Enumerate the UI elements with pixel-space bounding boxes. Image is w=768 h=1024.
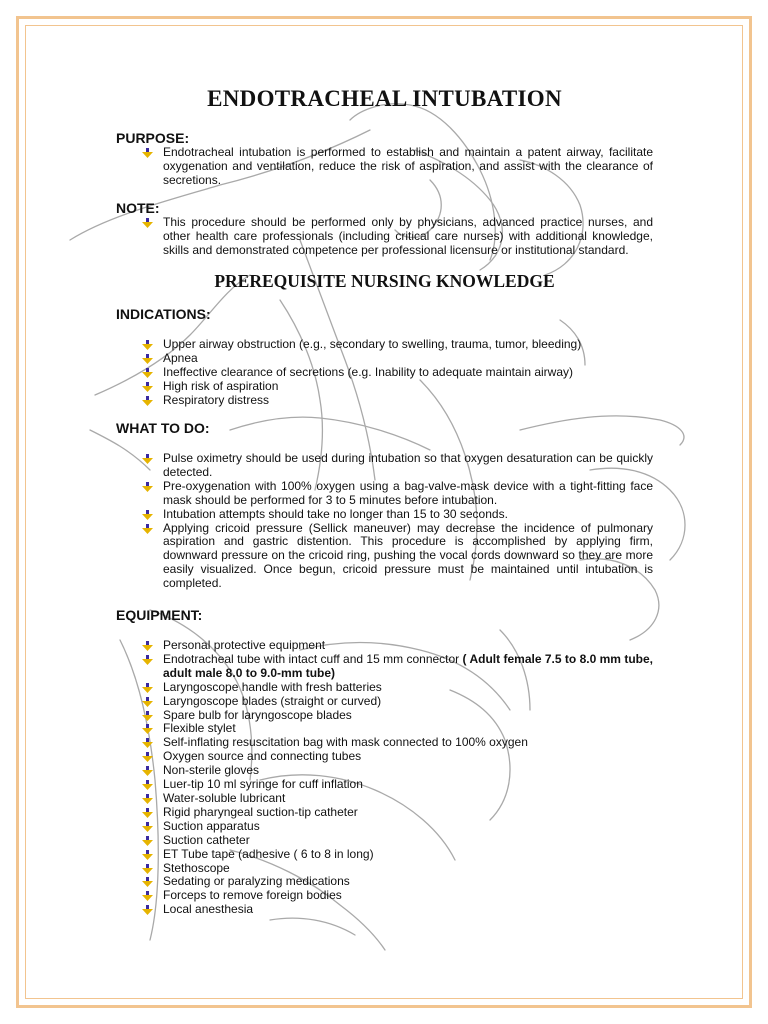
list-item-text: Laryngoscope handle with fresh batteries [163, 679, 382, 694]
arrow-bullet-icon [142, 148, 153, 158]
arrow-bullet-icon [142, 850, 153, 860]
list-item-text: Luer-tip 10 ml syringe for cuff inflation [163, 777, 363, 792]
list-item-text: Flexible stylet [163, 721, 236, 736]
list-item [116, 639, 653, 653]
arrow-bullet-icon [142, 683, 153, 693]
page-title: ENDOTRACHEAL INTUBATION [207, 86, 562, 111]
arrow-bullet-icon [142, 780, 153, 790]
what-to-do-list [116, 452, 653, 591]
list-item-text: Water-soluble lubricant [163, 791, 286, 805]
list-item-text: Pre-oxygenation with 100% oxygen using a bag-valve-mask device with a tight-fitting face mask should be performed for 3 to 5 minutes before intubation. [163, 478, 653, 507]
list-item-text: Sedating or paralyzing medications [163, 874, 350, 889]
list-item [116, 889, 653, 903]
arrow-bullet-icon [142, 752, 153, 762]
list-item-text: Non-sterile gloves [163, 763, 260, 778]
list-item [116, 366, 653, 380]
arrow-bullet-icon [142, 396, 153, 406]
list-item-text: Personal protective equipment [163, 638, 326, 653]
list-item [116, 875, 653, 889]
note-heading: NOTE: [116, 199, 160, 216]
arrow-bullet-icon [142, 482, 153, 492]
list-item-text: Spare bulb for laryngoscope blades [163, 707, 352, 722]
list-item [116, 862, 653, 876]
list-item [116, 764, 653, 778]
arrow-bullet-icon [142, 905, 153, 915]
arrow-bullet-icon [142, 655, 153, 665]
list-item [116, 778, 653, 792]
list-item-text: Forceps to remove foreign bodies [163, 888, 342, 903]
list-item [116, 736, 653, 750]
list-item-text: Pulse oximetry should be used during intubation so that oxygen desaturation can be quickly detected. [163, 450, 653, 479]
list-item-text: Endotracheal tube with intact cuff and 15 mm connector [163, 651, 460, 666]
arrow-bullet-icon [142, 354, 153, 364]
list-item [116, 681, 653, 695]
tube-size-note: ( Adult female 7.5 to 8.0 mm tube, adult male 8.0 to 9.0-mm tube) [163, 651, 653, 680]
list-item [116, 695, 653, 709]
arrow-bullet-icon [142, 641, 153, 651]
arrow-bullet-icon [142, 724, 153, 734]
list-item-text: ET Tube tape (adhesive ( 6 to 8 in long) [163, 846, 374, 861]
arrow-bullet-icon [142, 864, 153, 874]
arrow-bullet-icon [142, 524, 153, 534]
arrow-bullet-icon [142, 340, 153, 350]
arrow-bullet-icon [142, 738, 153, 748]
list-item [116, 722, 653, 736]
list-item-text: Apnea [163, 351, 198, 366]
arrow-bullet-icon [142, 766, 153, 776]
list-item-text: Self-inflating resuscitation bag with mask connected to 100% oxygen [163, 735, 528, 750]
list-item [116, 903, 653, 917]
arrow-bullet-icon [142, 822, 153, 832]
section-subtitle: PREREQUISITE NURSING KNOWLEDGE [214, 271, 555, 292]
arrow-bullet-icon [142, 711, 153, 721]
list-item-text: Stethoscope [163, 860, 230, 875]
list-item [116, 216, 653, 258]
list-item [116, 792, 653, 806]
list-item [116, 508, 653, 522]
list-item [116, 338, 653, 352]
note-list [116, 216, 653, 258]
arrow-bullet-icon [142, 454, 153, 464]
equipment-heading: EQUIPMENT: [116, 607, 203, 624]
list-item-text: Rigid pharyngeal suction-tip catheter [163, 804, 358, 819]
list-item [116, 146, 653, 188]
list-item-text: Respiratory distress [163, 393, 270, 408]
list-item [116, 480, 653, 508]
list-item-text: Oxygen source and connecting tubes [163, 749, 362, 764]
list-item [116, 709, 653, 723]
list-item-text: High risk of aspiration [163, 379, 279, 394]
list-item-text: Endotracheal intubation is performed to establish and maintain a patent airway, facilitate oxygenation and ventilation, reduce the risk of aspiration, and assist with the clearance of secretions. [163, 145, 653, 187]
what-to-do-heading: WHAT TO DO: [116, 419, 210, 436]
list-item-text: Suction apparatus [163, 818, 260, 833]
arrow-bullet-icon [142, 697, 153, 707]
list-item [116, 352, 653, 366]
list-item [116, 834, 653, 848]
arrow-bullet-icon [142, 891, 153, 901]
arrow-bullet-icon [142, 877, 153, 887]
list-item [116, 820, 653, 834]
list-item-text: Intubation attempts should take no longer than 15 to 30 seconds. [163, 506, 508, 521]
list-item-text: Suction catheter [163, 832, 250, 847]
purpose-heading: PURPOSE: [116, 130, 190, 146]
list-item [116, 452, 653, 480]
arrow-bullet-icon [142, 368, 153, 378]
list-item-text: Applying cricoid pressure (Sellick maneuver) may decrease the incidence of pulmonary aspiration and gastric distention. This procedure is accomplished by applying firm, downward pressure on the cricoid ring, pushing the vocal cords downward so they are more easily visualized. Once begun, cricoid pressure must be maintained until intubation is completed. [163, 520, 653, 591]
list-item-text: This procedure should be performed only by physicians, advanced practice nurses, and other health care professionals (including critical care nurses) with additional knowledge, skills and demonstrated competence per professional licensure or institutional standard. [163, 214, 653, 257]
indications-list [116, 338, 653, 408]
list-item [116, 380, 653, 394]
list-item-text: Local anesthesia [163, 902, 254, 917]
arrow-bullet-icon [142, 382, 153, 392]
arrow-bullet-icon [142, 794, 153, 804]
arrow-bullet-icon [142, 218, 153, 228]
equipment-list [116, 639, 653, 917]
list-item [116, 394, 653, 408]
list-item [116, 653, 653, 681]
list-item-text: Laryngoscope blades (straight or curved) [163, 693, 382, 708]
list-item [116, 750, 653, 764]
list-item [116, 806, 653, 820]
arrow-bullet-icon [142, 808, 153, 818]
list-item [116, 848, 653, 862]
arrow-bullet-icon [142, 836, 153, 846]
list-item [116, 522, 653, 592]
indications-heading: INDICATIONS: [116, 306, 211, 323]
arrow-bullet-icon [142, 510, 153, 520]
list-item-text: Upper airway obstruction (e.g., secondary to swelling, trauma, tumor, bleeding) [163, 337, 582, 352]
document-content [116, 86, 653, 917]
list-item-text: Ineffective clearance of secretions (e.g. Inability to adequate maintain airway) [163, 365, 574, 380]
purpose-list [116, 146, 653, 188]
